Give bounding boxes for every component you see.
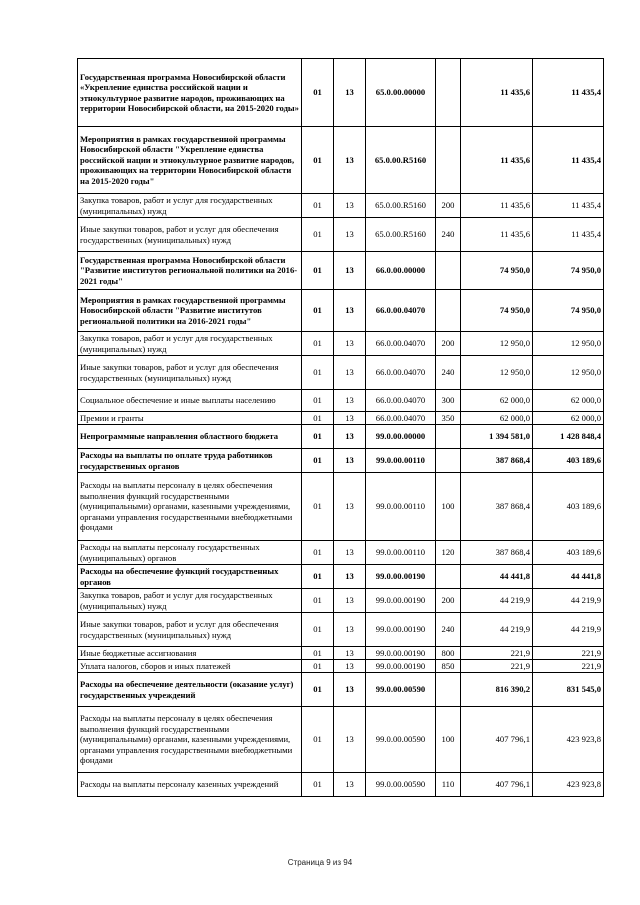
cell-expense-type [436, 290, 461, 332]
cell-amount-1: 74 950,0 [461, 290, 533, 332]
cell-amount-2: 62 000,0 [533, 412, 604, 425]
cell-expense-type [436, 449, 461, 473]
table-row [78, 290, 604, 332]
cell-section: 01 [302, 565, 334, 589]
cell-amount-1: 12 950,0 [461, 332, 533, 356]
cell-name: Мероприятия в рамках государственной программы Новосибирской области "Развитие институтов региональной политики на 2016-2021 годы" [78, 290, 302, 332]
cell-amount-1: 11 435,6 [461, 59, 533, 127]
cell-amount-2: 403 189,6 [533, 473, 604, 541]
cell-target-article: 99.0.00.00190 [366, 613, 436, 647]
cell-subsection: 13 [334, 412, 366, 425]
cell-amount-1: 387 868,4 [461, 541, 533, 565]
table-row [78, 356, 604, 390]
cell-amount-1: 44 441,8 [461, 565, 533, 589]
cell-section: 01 [302, 589, 334, 613]
cell-amount-1: 62 000,0 [461, 390, 533, 412]
cell-amount-2: 403 189,6 [533, 541, 604, 565]
cell-subsection: 13 [334, 773, 366, 797]
cell-section: 01 [302, 390, 334, 412]
cell-section: 01 [302, 473, 334, 541]
table-row [78, 194, 604, 218]
cell-subsection: 13 [334, 356, 366, 390]
table-row [78, 707, 604, 773]
cell-section: 01 [302, 673, 334, 707]
cell-target-article: 99.0.00.00590 [366, 707, 436, 773]
cell-expense-type: 200 [436, 194, 461, 218]
cell-subsection: 13 [334, 589, 366, 613]
cell-amount-1: 387 868,4 [461, 449, 533, 473]
table-row [78, 449, 604, 473]
cell-name: Расходы на выплаты персоналу в целях обеспечения выполнения функций государственными (муниципальными) органами, казенными учреждениями, органами управления государственными внебюджетными фондами [78, 707, 302, 773]
cell-amount-2: 221,9 [533, 647, 604, 660]
cell-target-article: 66.0.00.04070 [366, 412, 436, 425]
cell-amount-1: 407 796,1 [461, 707, 533, 773]
cell-name: Уплата налогов, сборов и иных платежей [78, 660, 302, 673]
cell-subsection: 13 [334, 707, 366, 773]
cell-subsection: 13 [334, 673, 366, 707]
cell-subsection: 13 [334, 59, 366, 127]
cell-section: 01 [302, 613, 334, 647]
cell-expense-type: 300 [436, 390, 461, 412]
cell-target-article: 99.0.00.00590 [366, 673, 436, 707]
cell-amount-1: 221,9 [461, 647, 533, 660]
cell-amount-2: 11 435,4 [533, 59, 604, 127]
cell-subsection: 13 [334, 473, 366, 541]
cell-amount-1: 62 000,0 [461, 412, 533, 425]
cell-name: Иные бюджетные ассигнования [78, 647, 302, 660]
cell-target-article: 99.0.00.00590 [366, 773, 436, 797]
cell-name: Расходы на обеспечение функций государственных органов [78, 565, 302, 589]
budget-table [77, 58, 604, 797]
table-row [78, 773, 604, 797]
cell-section: 01 [302, 356, 334, 390]
cell-expense-type [436, 565, 461, 589]
cell-amount-2: 62 000,0 [533, 390, 604, 412]
table-row [78, 541, 604, 565]
cell-section: 01 [302, 290, 334, 332]
cell-amount-1: 44 219,9 [461, 589, 533, 613]
cell-section: 01 [302, 541, 334, 565]
table-row [78, 332, 604, 356]
cell-name: Государственная программа Новосибирской области "Развитие институтов региональной политики на 2016-2021 годы" [78, 252, 302, 290]
cell-amount-1: 221,9 [461, 660, 533, 673]
cell-amount-2: 44 441,8 [533, 565, 604, 589]
cell-target-article: 99.0.00.00190 [366, 589, 436, 613]
cell-amount-1: 407 796,1 [461, 773, 533, 797]
cell-expense-type: 850 [436, 660, 461, 673]
cell-name: Иные закупки товаров, работ и услуг для обеспечения государственных (муниципальных) нужд [78, 613, 302, 647]
cell-expense-type [436, 425, 461, 449]
cell-subsection: 13 [334, 127, 366, 194]
cell-subsection: 13 [334, 660, 366, 673]
cell-subsection: 13 [334, 390, 366, 412]
cell-target-article: 99.0.00.00000 [366, 425, 436, 449]
cell-name: Расходы на выплаты персоналу казенных учреждений [78, 773, 302, 797]
cell-amount-1: 74 950,0 [461, 252, 533, 290]
cell-section: 01 [302, 252, 334, 290]
table-row [78, 390, 604, 412]
cell-subsection: 13 [334, 647, 366, 660]
table-row [78, 412, 604, 425]
cell-expense-type: 350 [436, 412, 461, 425]
cell-expense-type: 200 [436, 589, 461, 613]
cell-amount-2: 11 435,4 [533, 218, 604, 252]
cell-amount-2: 74 950,0 [533, 252, 604, 290]
cell-amount-1: 11 435,6 [461, 127, 533, 194]
cell-section: 01 [302, 449, 334, 473]
cell-target-article: 65.0.00.R5160 [366, 218, 436, 252]
cell-name: Расходы на выплаты по оплате труда работников государственных органов [78, 449, 302, 473]
cell-amount-2: 11 435,4 [533, 127, 604, 194]
cell-subsection: 13 [334, 449, 366, 473]
table-row [78, 660, 604, 673]
cell-amount-1: 12 950,0 [461, 356, 533, 390]
cell-name: Закупка товаров, работ и услуг для государственных (муниципальных) нужд [78, 194, 302, 218]
cell-target-article: 99.0.00.00190 [366, 647, 436, 660]
cell-amount-2: 1 428 848,4 [533, 425, 604, 449]
cell-amount-2: 44 219,9 [533, 589, 604, 613]
cell-amount-2: 831 545,0 [533, 673, 604, 707]
cell-name: Расходы на обеспечение деятельности (оказание услуг) государственных учреждений [78, 673, 302, 707]
cell-name: Расходы на выплаты персоналу в целях обеспечения выполнения функций государственными (муниципальными) органами, казенными учреждениями, органами управления государственными внебюджетными фондами [78, 473, 302, 541]
cell-target-article: 99.0.00.00110 [366, 473, 436, 541]
cell-amount-2: 221,9 [533, 660, 604, 673]
page-footer: Страница 9 из 94 [287, 858, 353, 867]
cell-section: 01 [302, 647, 334, 660]
cell-name: Непрограммные направления областного бюджета [78, 425, 302, 449]
cell-expense-type: 100 [436, 473, 461, 541]
cell-expense-type: 240 [436, 218, 461, 252]
table-row [78, 252, 604, 290]
cell-name: Иные закупки товаров, работ и услуг для обеспечения государственных (муниципальных) нужд [78, 356, 302, 390]
cell-name: Закупка товаров, работ и услуг для государственных (муниципальных) нужд [78, 332, 302, 356]
cell-section: 01 [302, 707, 334, 773]
cell-target-article: 65.0.00.00000 [366, 59, 436, 127]
cell-expense-type: 800 [436, 647, 461, 660]
table-row [78, 127, 604, 194]
cell-subsection: 13 [334, 332, 366, 356]
cell-name: Мероприятия в рамках государственной программы Новосибирской области "Укрепление единства российской нации и этнокультурное развитие народов, проживающих на территории Новосибирской области на 2015-2020 годы" [78, 127, 302, 194]
table-row [78, 589, 604, 613]
cell-section: 01 [302, 59, 334, 127]
cell-amount-1: 11 435,6 [461, 194, 533, 218]
cell-amount-2: 423 923,8 [533, 707, 604, 773]
cell-name: Премии и гранты [78, 412, 302, 425]
table-row [78, 647, 604, 660]
cell-target-article: 66.0.00.04070 [366, 290, 436, 332]
cell-expense-type [436, 252, 461, 290]
cell-name: Социальное обеспечение и иные выплаты населению [78, 390, 302, 412]
cell-section: 01 [302, 194, 334, 218]
table-row [78, 59, 604, 127]
cell-target-article: 99.0.00.00110 [366, 449, 436, 473]
cell-target-article: 65.0.00.R5160 [366, 194, 436, 218]
cell-amount-1: 44 219,9 [461, 613, 533, 647]
table-row [78, 673, 604, 707]
cell-amount-1: 387 868,4 [461, 473, 533, 541]
cell-section: 01 [302, 660, 334, 673]
cell-amount-2: 423 923,8 [533, 773, 604, 797]
cell-expense-type: 120 [436, 541, 461, 565]
cell-amount-2: 74 950,0 [533, 290, 604, 332]
cell-subsection: 13 [334, 541, 366, 565]
cell-expense-type: 100 [436, 707, 461, 773]
cell-amount-1: 11 435,6 [461, 218, 533, 252]
table-row [78, 565, 604, 589]
cell-subsection: 13 [334, 194, 366, 218]
table-body [78, 59, 604, 797]
cell-section: 01 [302, 332, 334, 356]
cell-amount-2: 12 950,0 [533, 332, 604, 356]
cell-name: Государственная программа Новосибирской области «Укрепление единства российской нации и этнокультурное развитие народов, проживающих на территории Новосибирской области, на 2015-2020 годы» [78, 59, 302, 127]
cell-name: Закупка товаров, работ и услуг для государственных (муниципальных) нужд [78, 589, 302, 613]
cell-expense-type: 240 [436, 613, 461, 647]
cell-section: 01 [302, 412, 334, 425]
cell-section: 01 [302, 218, 334, 252]
cell-amount-1: 816 390,2 [461, 673, 533, 707]
table-row [78, 425, 604, 449]
table-row [78, 613, 604, 647]
table-row [78, 473, 604, 541]
cell-expense-type: 240 [436, 356, 461, 390]
cell-name: Расходы на выплаты персоналу государственных (муниципальных) органов [78, 541, 302, 565]
cell-expense-type: 110 [436, 773, 461, 797]
cell-amount-2: 12 950,0 [533, 356, 604, 390]
cell-expense-type [436, 59, 461, 127]
cell-target-article: 66.0.00.04070 [366, 332, 436, 356]
cell-target-article: 66.0.00.04070 [366, 356, 436, 390]
cell-expense-type: 200 [436, 332, 461, 356]
cell-expense-type [436, 127, 461, 194]
cell-section: 01 [302, 773, 334, 797]
cell-subsection: 13 [334, 425, 366, 449]
cell-target-article: 65.0.00.R5160 [366, 127, 436, 194]
cell-subsection: 13 [334, 613, 366, 647]
cell-target-article: 99.0.00.00190 [366, 660, 436, 673]
cell-target-article: 99.0.00.00110 [366, 541, 436, 565]
cell-amount-2: 403 189,6 [533, 449, 604, 473]
cell-target-article: 99.0.00.00190 [366, 565, 436, 589]
cell-subsection: 13 [334, 252, 366, 290]
cell-subsection: 13 [334, 218, 366, 252]
cell-amount-2: 11 435,4 [533, 194, 604, 218]
cell-subsection: 13 [334, 290, 366, 332]
cell-amount-2: 44 219,9 [533, 613, 604, 647]
cell-expense-type [436, 673, 461, 707]
table-row [78, 218, 604, 252]
cell-amount-1: 1 394 581,0 [461, 425, 533, 449]
cell-target-article: 66.0.00.00000 [366, 252, 436, 290]
cell-subsection: 13 [334, 565, 366, 589]
cell-name: Иные закупки товаров, работ и услуг для обеспечения государственных (муниципальных) нужд [78, 218, 302, 252]
cell-target-article: 66.0.00.04070 [366, 390, 436, 412]
cell-section: 01 [302, 127, 334, 194]
cell-section: 01 [302, 425, 334, 449]
